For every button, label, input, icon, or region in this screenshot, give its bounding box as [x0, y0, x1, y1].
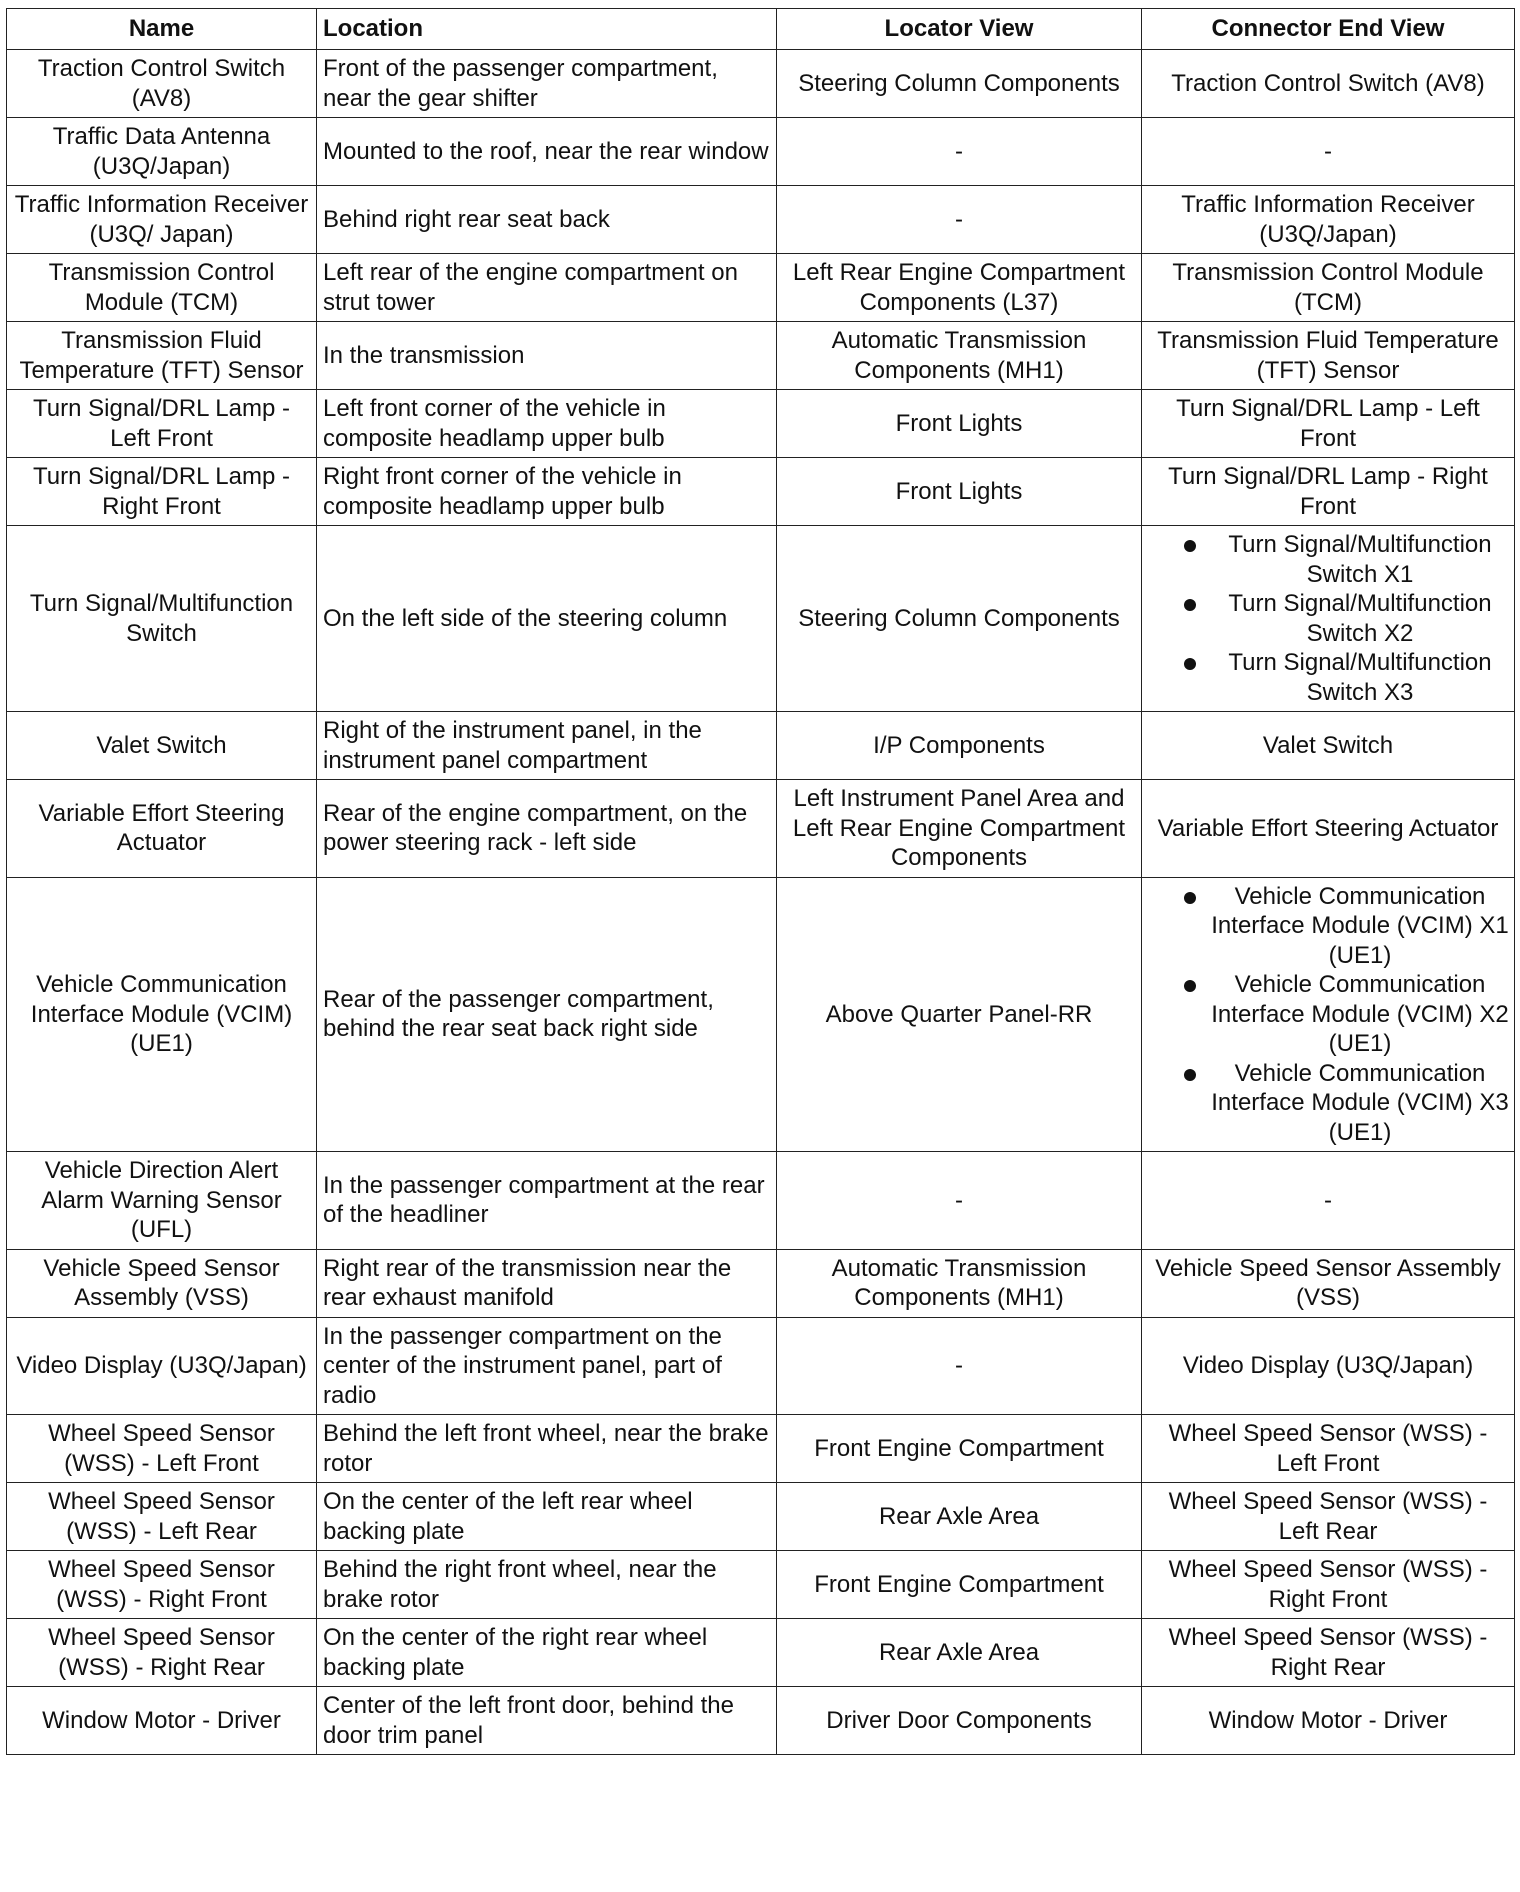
component-name-cell: Traffic Information Receiver (U3Q/ Japan) — [7, 186, 317, 254]
connector-list-item — [1154, 530, 1510, 589]
table-row — [7, 118, 1515, 186]
header-row — [7, 9, 1515, 50]
connector-list — [1154, 530, 1510, 707]
connector-list-item — [1154, 1059, 1510, 1148]
component-name-cell: Wheel Speed Sensor (WSS) - Left Front — [7, 1415, 317, 1483]
bullet-icon — [1184, 1069, 1196, 1081]
locator-view-cell: Front Lights — [777, 390, 1142, 458]
connector-end-view-cell: Traffic Information Receiver (U3Q/Japan) — [1142, 186, 1515, 254]
connector-end-view-cell: - — [1142, 118, 1515, 186]
connector-end-view-cell: Window Motor - Driver — [1142, 1687, 1515, 1755]
table-row — [7, 254, 1515, 322]
table-row — [7, 1687, 1515, 1755]
location-cell: Left front corner of the vehicle in composite headlamp upper bulb — [317, 390, 777, 458]
table-row — [7, 1249, 1515, 1317]
table-row — [7, 322, 1515, 390]
component-name-cell: Transmission Control Module (TCM) — [7, 254, 317, 322]
connector-list-item-text: Turn Signal/Multifunction Switch X1 — [1228, 531, 1492, 588]
column-header-location: Location — [317, 9, 777, 50]
component-name-cell: Wheel Speed Sensor (WSS) - Right Front — [7, 1551, 317, 1619]
table-row — [7, 526, 1515, 712]
connector-end-view-cell: Wheel Speed Sensor (WSS) - Left Rear — [1142, 1483, 1515, 1551]
locator-view-cell: Rear Axle Area — [777, 1619, 1142, 1687]
component-name-cell: Traction Control Switch (AV8) — [7, 50, 317, 118]
component-name-cell: Wheel Speed Sensor (WSS) - Right Rear — [7, 1619, 317, 1687]
component-name-cell: Turn Signal/DRL Lamp - Left Front — [7, 390, 317, 458]
table-row — [7, 1551, 1515, 1619]
locator-view-cell: Front Lights — [777, 458, 1142, 526]
location-cell: Front of the passenger compartment, near the gear shifter — [317, 50, 777, 118]
table-row — [7, 1415, 1515, 1483]
component-name-cell: Video Display (U3Q/Japan) — [7, 1317, 317, 1415]
locator-view-cell: Steering Column Components — [777, 526, 1142, 712]
component-name-cell: Vehicle Speed Sensor Assembly (VSS) — [7, 1249, 317, 1317]
table-header — [7, 9, 1515, 50]
table-body — [7, 50, 1515, 1755]
locator-view-cell: Above Quarter Panel-RR — [777, 877, 1142, 1152]
locator-view-cell: Rear Axle Area — [777, 1483, 1142, 1551]
table-row — [7, 1619, 1515, 1687]
connector-end-view-cell: Traction Control Switch (AV8) — [1142, 50, 1515, 118]
connector-end-view-cell: - — [1142, 1152, 1515, 1250]
connector-list-item-text: Turn Signal/Multifunction Switch X2 — [1228, 590, 1492, 647]
component-name-cell: Wheel Speed Sensor (WSS) - Left Rear — [7, 1483, 317, 1551]
connector-end-view-cell — [1142, 877, 1515, 1152]
location-cell: Mounted to the roof, near the rear window — [317, 118, 777, 186]
location-cell: Right of the instrument panel, in the instrument panel compartment — [317, 712, 777, 780]
connector-end-view-cell — [1142, 526, 1515, 712]
component-name-cell: Transmission Fluid Temperature (TFT) Sensor — [7, 322, 317, 390]
location-cell: Rear of the passenger compartment, behind the rear seat back right side — [317, 877, 777, 1152]
connector-list-item-text: Vehicle Communication Interface Module (VCIM) X1 (UE1) — [1211, 882, 1509, 969]
location-cell: Behind right rear seat back — [317, 186, 777, 254]
table-row — [7, 1483, 1515, 1551]
location-cell: On the center of the left rear wheel backing plate — [317, 1483, 777, 1551]
connector-end-view-cell: Turn Signal/DRL Lamp - Right Front — [1142, 458, 1515, 526]
connector-end-view-cell: Wheel Speed Sensor (WSS) - Left Front — [1142, 1415, 1515, 1483]
component-name-cell: Vehicle Direction Alert Alarm Warning Sensor (UFL) — [7, 1152, 317, 1250]
connector-end-view-cell: Wheel Speed Sensor (WSS) - Right Rear — [1142, 1619, 1515, 1687]
component-name-cell: Valet Switch — [7, 712, 317, 780]
table-row — [7, 186, 1515, 254]
table-row — [7, 390, 1515, 458]
table-row — [7, 877, 1515, 1152]
table-row — [7, 50, 1515, 118]
component-name-cell: Turn Signal/DRL Lamp - Right Front — [7, 458, 317, 526]
bullet-icon — [1184, 540, 1196, 552]
locator-view-cell: - — [777, 1317, 1142, 1415]
bullet-icon — [1184, 892, 1196, 904]
table-row — [7, 712, 1515, 780]
bullet-icon — [1184, 980, 1196, 992]
connector-list — [1154, 882, 1510, 1148]
table-row — [7, 1152, 1515, 1250]
connector-list-item — [1154, 589, 1510, 648]
component-locations-table — [6, 8, 1515, 1755]
location-cell: Left rear of the engine compartment on strut tower — [317, 254, 777, 322]
connector-list-item-text: Turn Signal/Multifunction Switch X3 — [1228, 649, 1492, 706]
bullet-icon — [1184, 599, 1196, 611]
location-cell: Behind the left front wheel, near the brake rotor — [317, 1415, 777, 1483]
location-cell: On the left side of the steering column — [317, 526, 777, 712]
component-name-cell: Traffic Data Antenna (U3Q/Japan) — [7, 118, 317, 186]
locator-view-cell: Left Instrument Panel Area and Left Rear Engine Compartment Components — [777, 780, 1142, 878]
locator-view-cell: - — [777, 1152, 1142, 1250]
bullet-icon — [1184, 658, 1196, 670]
location-cell: Center of the left front door, behind the door trim panel — [317, 1687, 777, 1755]
location-cell: In the passenger compartment on the center of the instrument panel, part of radio — [317, 1317, 777, 1415]
location-cell: On the center of the right rear wheel backing plate — [317, 1619, 777, 1687]
column-header-locator-view: Locator View — [777, 9, 1142, 50]
location-cell: Behind the right front wheel, near the brake rotor — [317, 1551, 777, 1619]
connector-end-view-cell: Turn Signal/DRL Lamp - Left Front — [1142, 390, 1515, 458]
connector-list-item-text: Vehicle Communication Interface Module (VCIM) X2 (UE1) — [1211, 971, 1509, 1057]
table-row — [7, 458, 1515, 526]
connector-list-item — [1154, 970, 1510, 1059]
locator-view-cell: Driver Door Components — [777, 1687, 1142, 1755]
locator-view-cell: - — [777, 186, 1142, 254]
connector-end-view-cell: Wheel Speed Sensor (WSS) - Right Front — [1142, 1551, 1515, 1619]
locator-view-cell: Automatic Transmission Components (MH1) — [777, 1249, 1142, 1317]
component-name-cell: Variable Effort Steering Actuator — [7, 780, 317, 878]
connector-end-view-cell: Valet Switch — [1142, 712, 1515, 780]
component-name-cell: Window Motor - Driver — [7, 1687, 317, 1755]
location-cell: In the transmission — [317, 322, 777, 390]
column-header-name: Name — [7, 9, 317, 50]
column-header-connector-end-view: Connector End View — [1142, 9, 1515, 50]
location-cell: In the passenger compartment at the rear of the headliner — [317, 1152, 777, 1250]
locator-view-cell: Left Rear Engine Compartment Components (L37) — [777, 254, 1142, 322]
component-name-cell: Vehicle Communication Interface Module (VCIM) (UE1) — [7, 877, 317, 1152]
connector-list-item — [1154, 648, 1510, 707]
connector-end-view-cell: Vehicle Speed Sensor Assembly (VSS) — [1142, 1249, 1515, 1317]
connector-list-item-text: Vehicle Communication Interface Module (VCIM) X3 (UE1) — [1211, 1059, 1509, 1146]
connector-end-view-cell: Video Display (U3Q/Japan) — [1142, 1317, 1515, 1415]
locator-view-cell: - — [777, 118, 1142, 186]
locator-view-cell: Steering Column Components — [777, 50, 1142, 118]
locator-view-cell: Front Engine Compartment — [777, 1551, 1142, 1619]
connector-end-view-cell: Variable Effort Steering Actuator — [1142, 780, 1515, 878]
location-cell: Right rear of the transmission near the rear exhaust manifold — [317, 1249, 777, 1317]
connector-list-item — [1154, 882, 1510, 971]
connector-end-view-cell: Transmission Control Module (TCM) — [1142, 254, 1515, 322]
table-row — [7, 1317, 1515, 1415]
location-cell: Rear of the engine compartment, on the power steering rack - left side — [317, 780, 777, 878]
locator-view-cell: I/P Components — [777, 712, 1142, 780]
component-name-cell: Turn Signal/Multifunction Switch — [7, 526, 317, 712]
table-row — [7, 780, 1515, 878]
connector-end-view-cell: Transmission Fluid Temperature (TFT) Sensor — [1142, 322, 1515, 390]
locator-view-cell: Automatic Transmission Components (MH1) — [777, 322, 1142, 390]
location-cell: Right front corner of the vehicle in composite headlamp upper bulb — [317, 458, 777, 526]
locator-view-cell: Front Engine Compartment — [777, 1415, 1142, 1483]
